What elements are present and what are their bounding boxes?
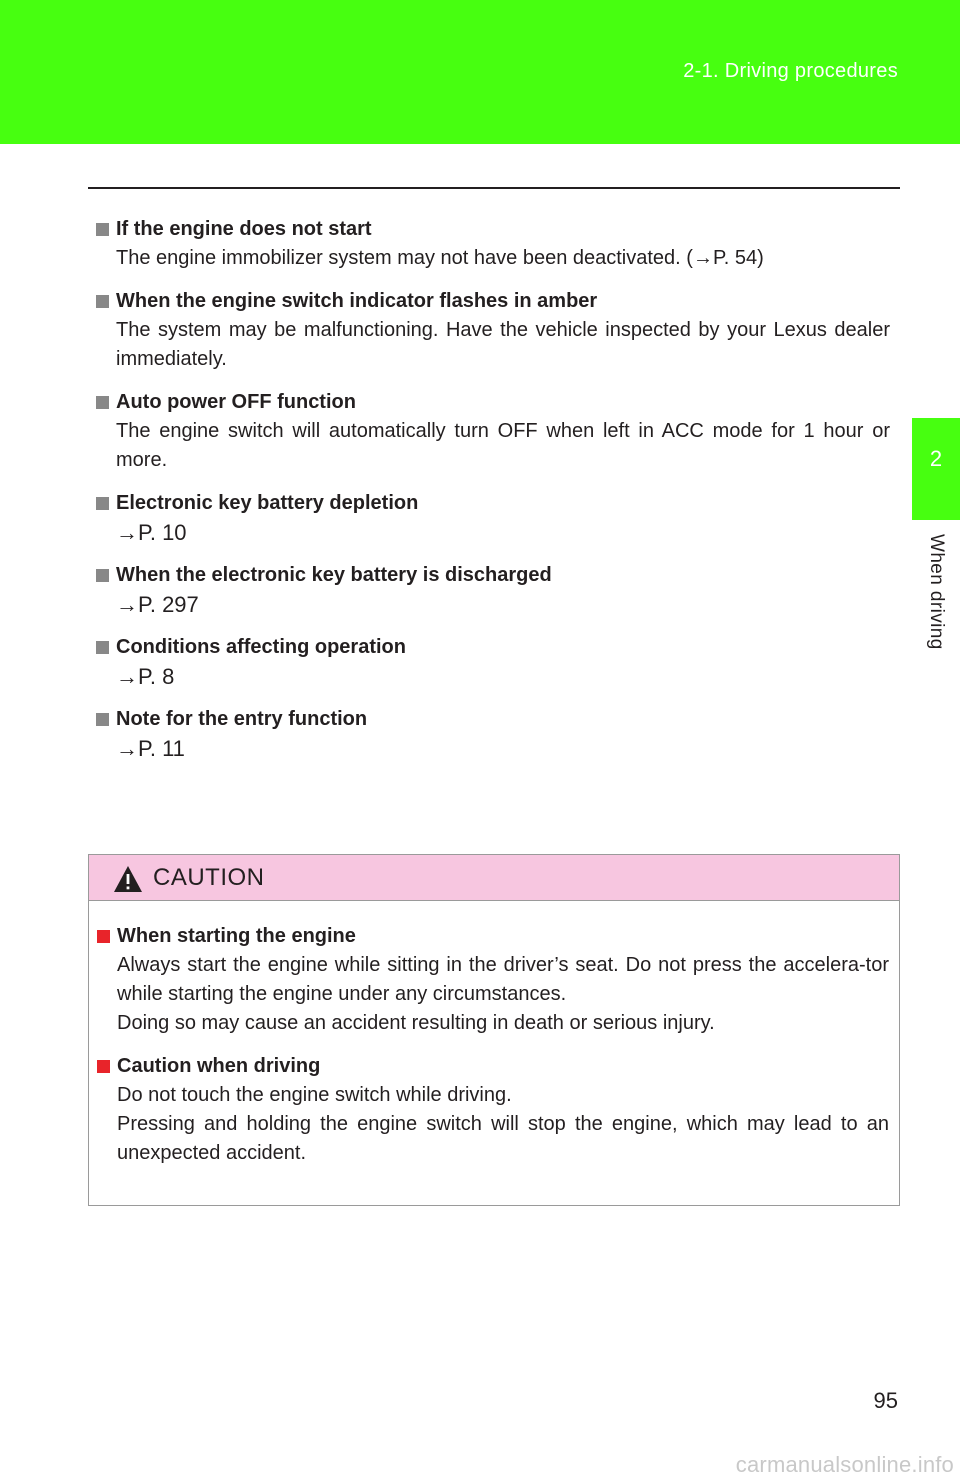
- caution-body: [89, 901, 899, 1168]
- caution-item-starting: [97, 921, 889, 1038]
- section-indicator-amber: [96, 286, 890, 374]
- section-body: The system may be malfunctioning. Have the vehicle inspected by your Lexus dealer immediately.: [116, 319, 890, 370]
- chapter-title: When driving: [926, 534, 947, 650]
- caution-heading: Caution when driving: [117, 1055, 321, 1077]
- chapter-number: 2: [929, 446, 943, 471]
- square-bullet-icon: [96, 396, 109, 409]
- top-rule: [88, 187, 900, 189]
- info-sections: [96, 214, 890, 776]
- square-bullet-icon: [96, 497, 109, 510]
- section-body: The engine switch will automatically turn OFF when left in ACC mode for 1 hour or more.: [116, 420, 890, 471]
- caution-text: Doing so may cause an accident resulting in death or serious injury.: [117, 1012, 715, 1034]
- section-key-battery-depletion: [96, 488, 890, 547]
- square-bullet-icon: [96, 641, 109, 654]
- warning-triangle-icon: [113, 865, 143, 893]
- watermark: carmanualsonline.info: [735, 1452, 954, 1477]
- square-bullet-icon: [96, 295, 109, 308]
- caution-box: [88, 854, 900, 1206]
- chapter-tab[interactable]: [912, 418, 960, 520]
- page-reference-link[interactable]: →P. 11: [116, 736, 185, 761]
- square-bullet-icon: [96, 713, 109, 726]
- page-reference-link[interactable]: →P. 10: [116, 520, 187, 545]
- section-heading: If the engine does not start: [116, 218, 372, 240]
- section-conditions: [96, 632, 890, 691]
- section-entry-function: [96, 704, 890, 763]
- square-bullet-icon: [97, 1060, 110, 1073]
- section-heading: Auto power OFF function: [116, 391, 356, 413]
- page-reference-link[interactable]: →P. 297: [116, 592, 199, 617]
- square-bullet-icon: [96, 569, 109, 582]
- caution-text: Always start the engine while sitting in the driver’s seat. Do not press the accelera-tor while starting the engine under any circumstances.: [117, 954, 889, 1005]
- section-engine-not-start: [96, 214, 890, 273]
- section-heading: Note for the entry function: [116, 708, 368, 730]
- section-title: 2-1. Driving procedures: [683, 60, 898, 82]
- section-key-battery-discharged: [96, 560, 890, 619]
- section-auto-power-off: [96, 387, 890, 475]
- caution-text: Do not touch the engine switch while driving.: [117, 1084, 512, 1106]
- page-header: [0, 0, 960, 144]
- square-bullet-icon: [96, 223, 109, 236]
- section-body: The engine immobilizer system may not have been deactivated. (→P. 54): [116, 247, 764, 269]
- caution-title: CAUTION: [153, 864, 265, 891]
- caution-item-driving: [97, 1051, 889, 1168]
- caution-heading: When starting the engine: [117, 925, 356, 947]
- page-reference-link[interactable]: →P. 8: [116, 664, 175, 689]
- page-number: 95: [873, 1388, 898, 1413]
- section-heading: Conditions affecting operation: [116, 636, 406, 658]
- caution-header: [89, 855, 899, 901]
- section-heading: Electronic key battery depletion: [116, 492, 419, 514]
- caution-text: Pressing and holding the engine switch will stop the engine, which may lead to an unexpected accident.: [117, 1113, 889, 1164]
- square-bullet-icon: [97, 930, 110, 943]
- section-heading: When the engine switch indicator flashes in amber: [116, 290, 598, 312]
- section-heading: When the electronic key battery is discharged: [116, 564, 552, 586]
